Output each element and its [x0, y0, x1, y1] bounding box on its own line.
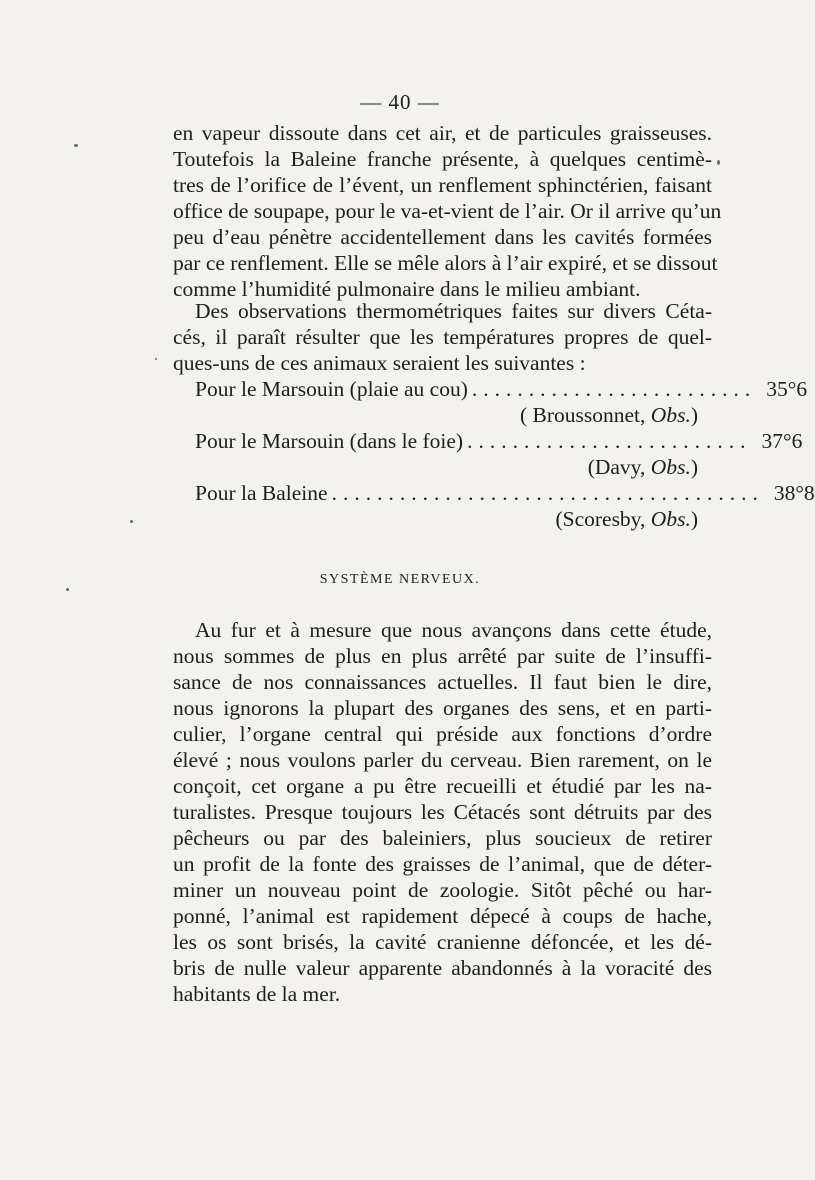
temperature-value: 35°6 [766, 377, 808, 401]
text-line: Des observations thermométriques faites sur divers Céta- [195, 299, 712, 323]
text-line: les os sont brisés, la cavité cranienne défoncée, et les dé- [173, 930, 712, 954]
text-line: bris de nulle valeur apparente abandonnés à la voracité des [173, 956, 712, 980]
text-line: conçoit, cet organe a pu être recueilli et étudié par les na- [173, 774, 712, 798]
temperature-source [173, 402, 712, 428]
text-line: Au fur et à mesure que nous avançons dans cette étude, [195, 618, 712, 642]
text-line: en vapeur dissoute dans cet air, et de particules graisseuses. [173, 121, 712, 145]
temperature-value: 38°8 [773, 481, 815, 505]
text-line: culier, l’organe central qui préside aux fonctions d’ordre [173, 722, 712, 746]
source-name: ( Broussonnet, [520, 403, 651, 427]
text-line: Toutefois la Baleine franche présente, à quelques centimè- [173, 147, 712, 171]
source-close: ) [690, 507, 698, 531]
temperature-label: Pour le Marsouin (dans le foie) [195, 429, 464, 453]
text-line: par ce renflement. Elle se mêle alors à l’air expiré, et se dissout [173, 251, 718, 275]
source-obs: Obs. [650, 403, 691, 427]
source-name: (Davy, [587, 455, 651, 479]
temperature-source [173, 454, 712, 480]
text-line: sance de nos connaissances actuelles. Il faut bien le dire, [173, 670, 712, 694]
text-line: nous sommes de plus en plus arrêté par suite de l’insuffi- [173, 644, 712, 668]
section-heading: SYSTÈME NERVEUX. [319, 572, 481, 587]
text-line: office de soupape, pour le va-et-vient de l’air. Or il arrive qu’un [173, 199, 722, 223]
temperature-row [173, 480, 815, 506]
paper-speck [130, 520, 133, 523]
text-line: cés, il paraît résulter que les températures propres de quel- [173, 325, 712, 349]
paper-speck [717, 160, 720, 165]
paragraph-nervous-system [173, 617, 712, 1007]
text-line: nous ignorons la plupart des organes des sens, et en parti- [173, 696, 712, 720]
temperature-list [173, 376, 815, 532]
temperature-row [173, 376, 808, 402]
paper-speck [66, 588, 69, 591]
text-line: comme l’humidité pulmonaire dans le milieu ambiant. [173, 277, 641, 301]
source-name: (Scoresby, [555, 507, 651, 531]
paper-speck [74, 144, 78, 147]
source-close: ) [690, 455, 698, 479]
source-obs: Obs. [650, 507, 691, 531]
text-line: pêcheurs ou par des baleiniers, plus soucieux de retirer [173, 826, 712, 850]
text-line: tres de l’orifice de l’évent, un renflement sphinctérien, faisant [173, 173, 712, 197]
leader-dots: ......................... [467, 429, 752, 453]
text-line: habitants de la mer. [173, 982, 341, 1006]
temperature-source [173, 506, 712, 532]
leader-dots: ...................................... [331, 481, 764, 505]
text-line: un profit de la fonte des graisses de l’animal, que de déter- [173, 852, 712, 876]
source-close: ) [690, 403, 698, 427]
paper-speck [155, 358, 157, 360]
text-line: ques-uns de ces animaux seraient les suivantes : [173, 351, 586, 375]
text-line: peu d’eau pénètre accidentellement dans les cavités formées [173, 225, 712, 249]
paragraph-temperatures-intro [173, 298, 712, 376]
temperature-value: 37°6 [761, 429, 803, 453]
text-line: ponné, l’animal est rapidement dépecé à coups de hache, [173, 904, 712, 928]
text-line: élevé ; nous voulons parler du cerveau. Bien rarement, on le [173, 748, 712, 772]
text-line: turalistes. Presque toujours les Cétacés sont détruits par des [173, 800, 712, 824]
leader-dots: ......................... [471, 377, 757, 401]
temperature-label: Pour la Baleine [195, 481, 328, 505]
page-number: — 40 — [360, 90, 440, 114]
temperature-label: Pour le Marsouin (plaie au cou) [195, 377, 468, 401]
text-line: miner un nouveau point de zoologie. Sitôt pêché ou har- [173, 878, 712, 902]
temperature-row [173, 428, 803, 454]
paragraph-respiration [173, 120, 722, 302]
source-obs: Obs. [650, 455, 691, 479]
